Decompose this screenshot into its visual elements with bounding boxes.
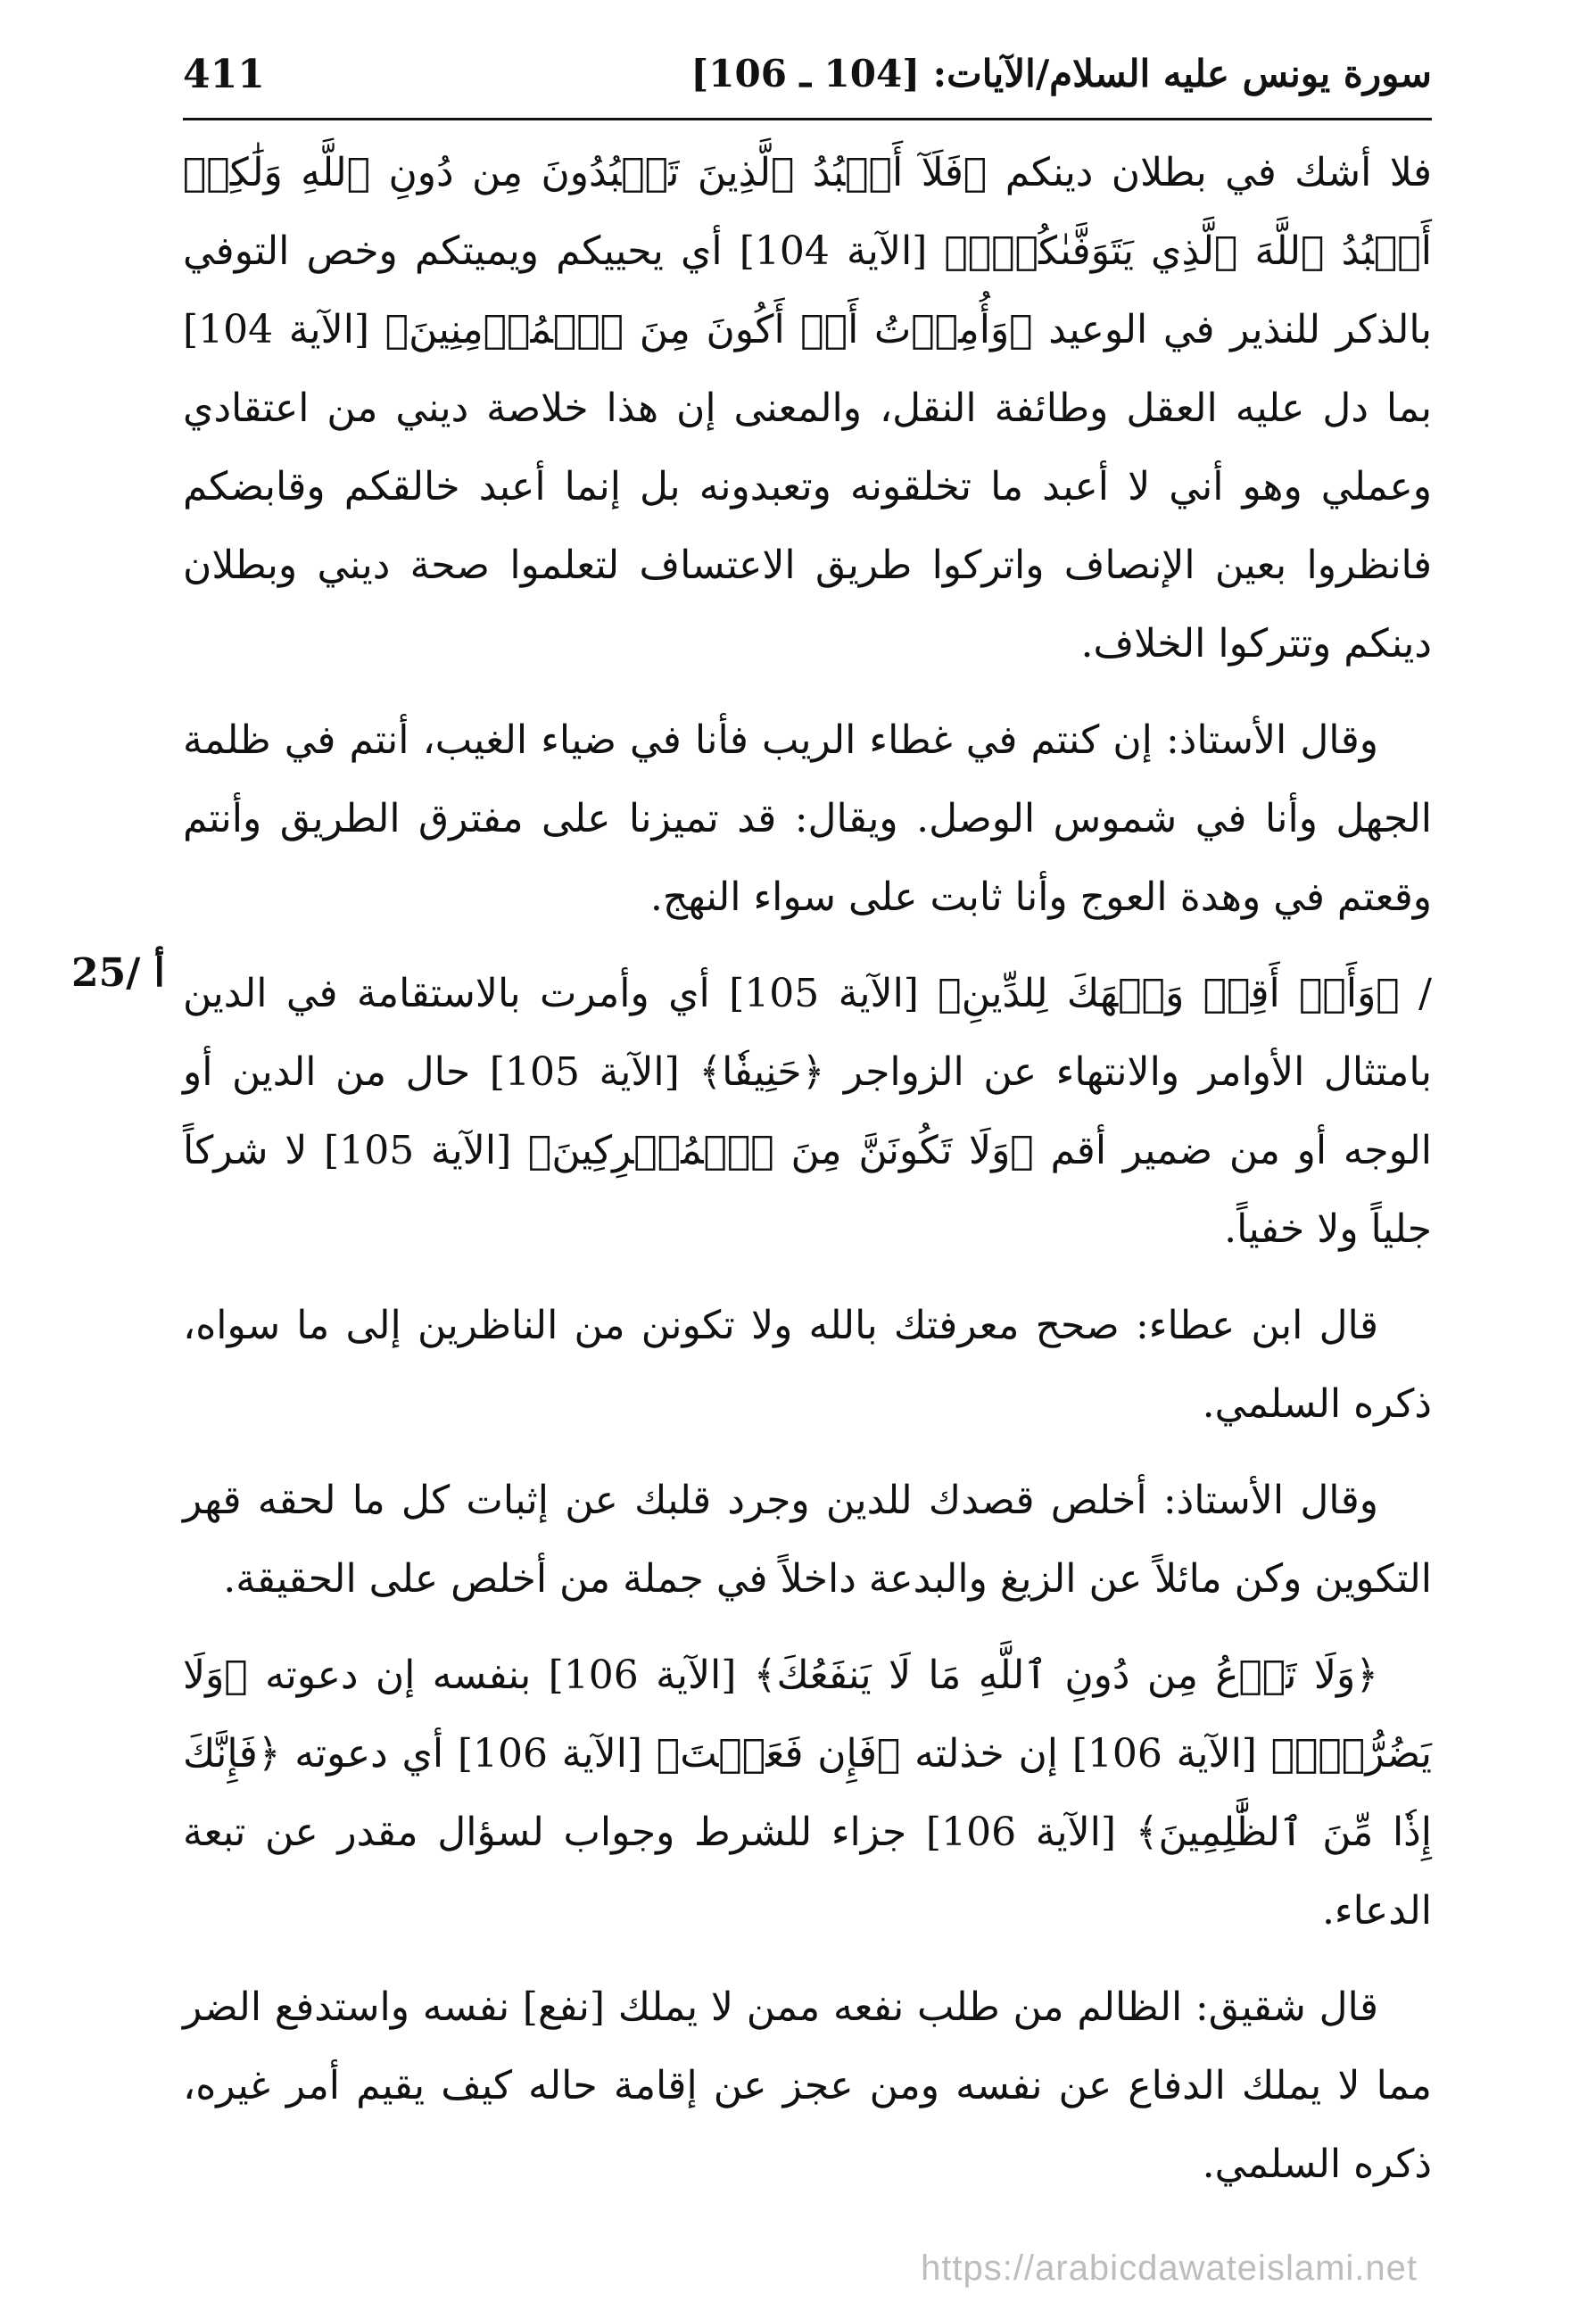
running-head: سورة يونس عليه السلام/الآيات: [104 ـ 106] bbox=[690, 52, 1432, 95]
paragraph-1: فلا أشك في بطلان دينكم ﴿فَلَآ أَعۡبُدُ ٱلَّذِينَ تَعۡبُدُونَ مِن دُونِ ٱللَّهِ وَلَٰكِنۡ أَعۡبُدُ ٱللَّهَ ٱلَّذِي يَتَوَفَّىٰكُمۡۖ﴾ [الآية 104] أي يحييكم ويميتكم وخص التوفي بالذكر للنذير في الوعيد ﴿وَأُمِرۡتُ أَنۡ أَكُونَ مِنَ ٱلۡمُؤۡمِنِينَ﴾ [الآية 104] بما دل عليه العقل وطائفة النقل، والمعنى إن هذا خلاصة ديني من اعتقادي وعملي وهو أني لا أعبد ما تخلقونه وتعبدونه بل إنما أعبد خالقكم وقابضكم فانظروا بعين الإنصاف واتركوا طريق الاعتساف لتعلموا صحة ديني وبطلان دينكم وتتركوا الخلاف. bbox=[183, 150, 1432, 667]
paragraph-7: قال شقيق: الظالم من طلب نفعه ممن لا يملك [نفع] نفسه واستدفع الضر مما لا يملك الدفاع عن نفسه ومن عجز عن إقامة حاله كيف يقيم أمر غيره، ذكره السلمي. bbox=[183, 1984, 1432, 2187]
paragraph-3: / ﴿وَأَنۡ أَقِمۡ وَجۡهَكَ لِلدِّينِ﴾ [الآية 105] أي وأمرت بالاستقامة في الدين بامتثال الأوامر والانتهاء عن الزواجر ﴿حَنِيفٗا﴾ [الآية 105] حال من الدين أو الوجه أو من ضمير أقم ﴿وَلَا تَكُونَنَّ مِنَ ٱلۡمُشۡرِكِينَ﴾ [الآية 105] لا شركاً جلياً ولا خفياً. bbox=[183, 971, 1433, 1252]
paragraph-2: وقال الأستاذ: إن كنتم في غطاء الريب فأنا في ضياء الغيب، أنتم في ظلمة الجهل وأنا في شموس الوصل. ويقال: قد تميزنا على مفترق الطريق وأنتم وقعتم في وهدة العوج وأنا ثابت على سواء النهج. bbox=[183, 717, 1432, 920]
paragraph-5: وقال الأستاذ: أخلص قصدك للدين وجرد قلبك عن إثبات كل ما لحقه قهر التكوين وكن مائلاً عن الزيغ والبدعة داخلاً في جملة من أخلص على الحقيقة. bbox=[183, 1478, 1432, 1602]
page-number: 411 bbox=[183, 52, 265, 97]
watermark-url: https://arabicdawateislami.net bbox=[921, 2249, 1418, 2288]
paragraph-6: ﴿وَلَا تَدۡعُ مِن دُونِ ٱللَّهِ مَا لَا يَنفَعُكَ﴾ [الآية 106] بنفسه إن دعوته ﴿وَلَا يَضُرُّكَۖ﴾ [الآية 106] إن خذلته ﴿فَإِن فَعَلۡتَ﴾ [الآية 106] أي دعوته ﴿فَإِنَّكَ إِذٗا مِّنَ ٱلظَّٰلِمِينَ﴾ [الآية 106] جزاء للشرط وجواب لسؤال مقدر عن تبعة الدعاء. bbox=[183, 1652, 1432, 1934]
page-header bbox=[183, 46, 1432, 109]
body-text bbox=[183, 134, 1432, 2222]
manuscript-folio-note: 25/ أ bbox=[71, 950, 165, 996]
header-divider bbox=[183, 118, 1432, 120]
paragraph-4: قال ابن عطاء: صحح معرفتك بالله ولا تكونن من الناظرين إلى ما سواه، ذكره السلمي. bbox=[183, 1303, 1432, 1427]
